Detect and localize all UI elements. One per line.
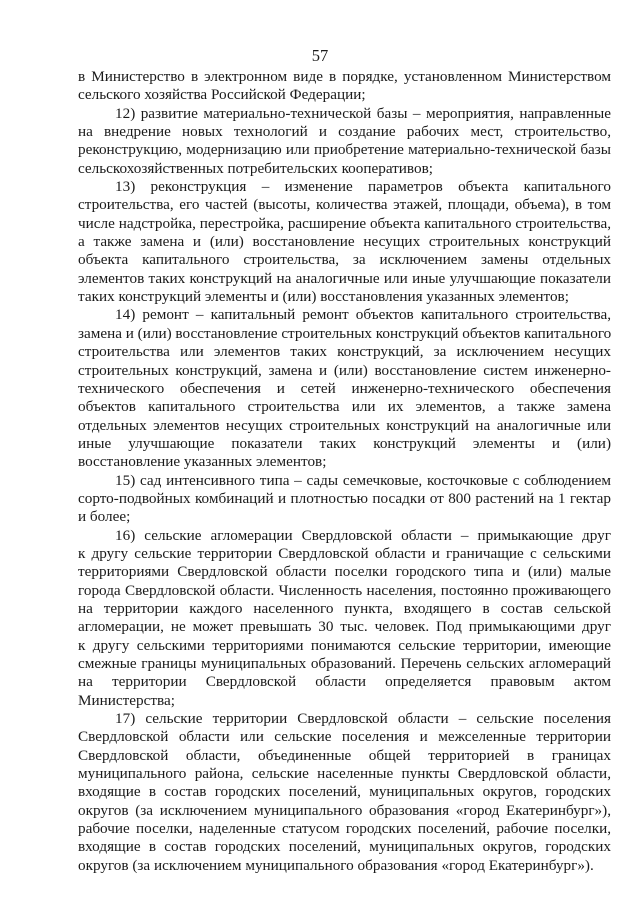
text-line: иные улучшающие показатели таких конструкций элементы и (или) <box>78 434 611 452</box>
text-line: территориями Свердловской области поселки городского типа и (или) малые <box>78 563 611 581</box>
text-line: на внедрение новых технологий и создание рабочих мест, строительство, <box>78 123 611 141</box>
text-line: на территории Свердловской области определяется правовым актом <box>78 673 611 691</box>
paragraph-p-cont <box>78 68 611 105</box>
text-line: элементов таких конструкций на аналогичные или иные улучшающие показатели <box>78 269 611 287</box>
text-line: объектов капитального строительства или их элементов, а также замена <box>78 398 611 416</box>
text-line: входящие в состав городских поселений, муниципальных округов, городских <box>78 838 611 856</box>
text-line: 14) ремонт – капитальный ремонт объектов капитального строительства, <box>115 306 611 324</box>
text-line: Свердловской области или сельские поселения и межселенные территории <box>78 728 611 746</box>
text-line: восстановление указанных элементов; <box>78 453 327 471</box>
text-line: входящие в состав городских поселений, муниципальных округов, городских <box>78 783 611 801</box>
text-line: Свердловской области, объединенные общей территорией в границах <box>78 746 611 764</box>
text-line: таких конструкций элементы и (или) восстановления указанных элементов; <box>78 288 569 306</box>
paragraph-p17 <box>78 710 611 875</box>
paragraph-p16 <box>78 527 611 710</box>
text-line: строительных конструкций, замена и (или) восстановление систем инженерно- <box>78 361 611 379</box>
text-line: строительства или элементов таких конструкций, за исключением несущих <box>78 343 611 361</box>
text-line: Министерства; <box>78 691 175 709</box>
text-line: 17) сельские территории Свердловской области – сельские поселения <box>115 710 611 728</box>
paragraph-p15 <box>78 472 611 527</box>
text-line: муниципального района, сельские населенные пункты Свердловской области, <box>78 765 611 783</box>
text-line: к другу сельские территории Свердловской области и граничащие с сельскими <box>78 544 611 562</box>
text-line: к другу сельскими территориями понимаются сельские территории, имеющие <box>78 636 611 654</box>
text-line: сельского хозяйства Российской Федерации; <box>78 86 366 104</box>
text-line: 16) сельские агломерации Свердловской области – примыкающие друг <box>115 526 611 544</box>
text-line: сорто-подвойных комбинаций и плотностью посадки от 800 растений на 1 гектар <box>78 489 611 507</box>
document-body <box>78 68 611 875</box>
text-line: технического обеспечения и сетей инженерно-технического обеспечения <box>78 379 611 397</box>
text-line: города Свердловской области. Численность населения, постоянно проживающего <box>78 581 611 599</box>
text-line: отдельных элементов несущих строительных конструкций на аналогичные или <box>78 416 611 434</box>
text-line: 12) развитие материально-технической базы – мероприятия, направленные <box>115 104 611 122</box>
paragraph-p14 <box>78 306 611 471</box>
paragraph-p12 <box>78 105 611 178</box>
text-line: строительства, его частей (высоты, количества этажей, площади, объема), в том <box>78 196 611 214</box>
text-line: и более; <box>78 508 131 526</box>
text-line: в Министерство в электронном виде в порядке, установленном Министерством <box>78 68 611 85</box>
paragraph-p13 <box>78 178 611 306</box>
text-line: замена и (или) восстановление строительных конструкций объектов капитального <box>78 324 612 342</box>
text-line: округов (за исключением муниципального образования «город Екатеринбург»), <box>78 801 611 819</box>
text-line: на территории каждого населенного пункта, входящего в состав сельской <box>78 599 611 617</box>
text-line: смежные границы муниципальных образований. Перечень сельских агломераций <box>78 655 611 672</box>
text-line: сельскохозяйственных потребительских кооперативов; <box>78 159 433 177</box>
page-number: 57 <box>311 46 329 65</box>
text-line: реконструкцию, модернизацию или приобретение материально-технической базы <box>78 141 611 159</box>
text-line: рабочие поселки, наделенные статусом городских поселений, рабочие поселки, <box>78 820 611 838</box>
text-line: а также замена и (или) восстановление несущих строительных конструкций <box>78 233 611 251</box>
text-line: агломерации, не может превышать 30 тыс. человек. Под примыкающими друг <box>78 618 611 636</box>
text-line: 13) реконструкция – изменение параметров объекта капитального <box>115 178 611 196</box>
text-line: округов (за исключением муниципального образования «город Екатеринбург»). <box>78 856 594 874</box>
text-line: объекта капитального строительства, за исключением замены отдельных <box>78 251 611 269</box>
text-line: 15) сад интенсивного типа – сады семечковые, косточковые с соблюдением <box>115 471 611 489</box>
text-line: числе надстройка, перестройка, расширение объекта капитального строительства, <box>78 214 611 232</box>
